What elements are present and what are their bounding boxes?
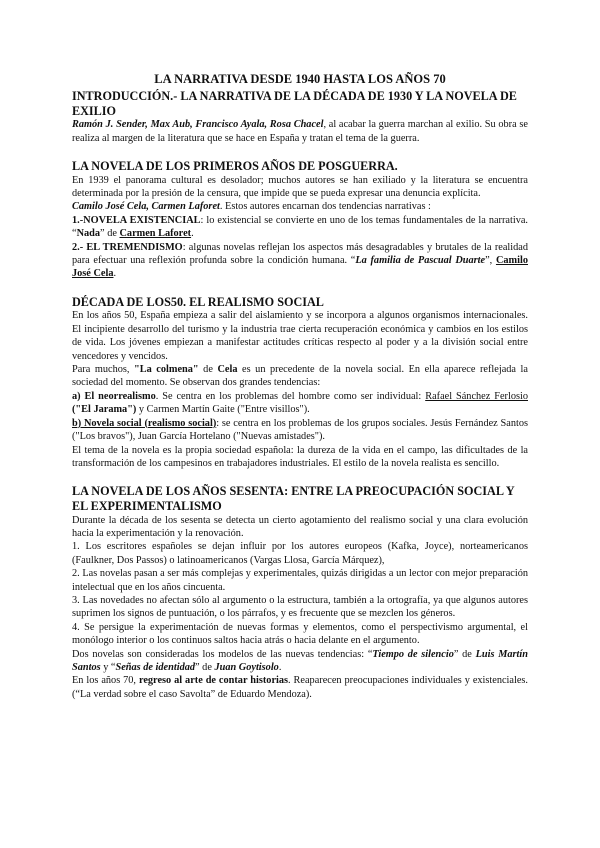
sesenta-models xyxy=(72,648,528,675)
cincuenta-paragraph-1: En los años 50, España empieza a salir del aislamiento y se incorpora a algunos organismos internacionales. El incipiente desarrollo del turismo y la industria trae cierta recuperación económica y cambios en los estilos de vida. Los jóvenes empiezan a manifestar actitudes críticas respecto al poder y a la división social entre vencedores y vencidos. xyxy=(72,310,528,362)
models-de-1: ” de xyxy=(453,648,476,660)
trend-2-text: : algunas novelas reflejan los aspectos más desagradables y brutales de la realidad para efectuar una reflexión profunda sobre la condición humana. “ xyxy=(72,241,529,267)
cincuenta-p2-a: Para muchos, xyxy=(72,364,135,376)
posguerra-p1-text: En 1939 el panorama cultural es desolador; muchos autores se han exiliado y la literatura se encuentra determinada por la presión de la censura, que impide que se pueda expresar una denuncia explícita. xyxy=(72,174,528,199)
realismo-social-item xyxy=(72,417,528,444)
cincuenta-heading: DÉCADA DE LOS50. EL REALISMO SOCIAL xyxy=(72,294,324,309)
martin-santos-author: Luis Martín Santos xyxy=(72,648,529,673)
trend-2-end: . xyxy=(113,268,117,280)
models-y: y “ xyxy=(100,661,116,673)
trend-2-label: 2.- EL TREMENDISMO xyxy=(72,241,183,253)
document-page xyxy=(72,72,528,701)
setenta-b: . Reaparecen preocupaciones individuales y existenciales. (“La verdad sobre el caso Savolta” de Eduardo Mendoza). xyxy=(72,675,528,700)
trend-1-text: : lo existencial se convierte en uno de los temas fundamentales de la narrativa. “ xyxy=(72,214,528,240)
setenta-bold: regreso al arte de contar historias xyxy=(138,675,289,687)
setenta-a: En los años 70, xyxy=(72,675,139,687)
sesenta-item-2: 2. Las novelas pasan a ser más complejas y experimentales, quizás dirigidas a un lector con mejor preparación intelectual que en los años cincuenta. xyxy=(72,568,528,593)
sesenta-item-3: 3. Las novedades no afectan sólo al argumento o la estructura, también a la ortografía, ya que algunos autores suprimen los signos de puntuación, o los párrafos, y es frecuente que se mezclen los géneros. xyxy=(72,594,528,620)
neorrealismo-end: y Carmen Martín Gaite ("Entre visillos"). xyxy=(136,404,310,416)
la-colmena-work: "La colmena" xyxy=(134,364,199,376)
posguerra-authors: Camilo José Cela, Carmen Laforet xyxy=(72,201,220,213)
cela-author: Cela xyxy=(217,364,238,376)
sesenta-heading: LA NOVELA DE LOS AÑOS SESENTA: ENTRE LA PREOCUPACIÓN SOCIAL Y EL EXPERIMENTALISMO xyxy=(72,484,515,513)
posguerra-heading: LA NOVELA DE LOS PRIMEROS AÑOS DE POSGUERRA. xyxy=(72,159,398,173)
sesenta-paragraph-1: Durante la década de los sesenta se detecta un cierto agotamiento del realismo social y una clara evolución hacia la experimentación y la renovación. xyxy=(72,514,528,539)
realismo-social-text: : se centra en los problemas de los grupos sociales. Jesús Fernández Santos ("Los bravos"), Juan García Hortelano ("Nuevas amistades"). xyxy=(72,417,528,443)
trend-1-label: 1.-NOVELA EXISTENCIAL xyxy=(72,214,201,226)
trend-1-work: Nada xyxy=(76,228,101,240)
neorrealismo-item xyxy=(72,390,528,417)
neorrealismo-label: a) El neorrealismo xyxy=(72,390,156,402)
intro-heading: INTRODUCCIÓN.- LA NARRATIVA DE LA DÉCADA DE 1930 Y LA NOVELA DE EXILIO xyxy=(72,89,517,118)
sesenta-item-4: 4. Se persigue la experimentación de nuevas formas y elementos, como el perspectivismo argumental, el monólogo interior o los continuos saltos hacia atrás o hacia delante en el argumento. xyxy=(72,621,528,647)
tiempo-de-silencio-work: Tiempo de silencio xyxy=(372,648,454,660)
trend-1-end: . xyxy=(191,228,194,240)
models-a: Dos novelas son consideradas los modelos de las nuevas tendencias: “ xyxy=(72,648,373,660)
neorrealismo-text: . Se centra en los problemas del hombre como ser individual: xyxy=(155,390,426,402)
models-end: . xyxy=(278,661,282,673)
posguerra-paragraph-1 xyxy=(72,174,528,214)
trend-1-de: ” de xyxy=(100,228,120,240)
senas-de-identidad-work: Señas de identidad xyxy=(115,661,196,673)
posguerra-trend-2 xyxy=(72,241,528,281)
trend-1-author: Carmen Laforet xyxy=(119,228,192,240)
sesenta-item-1: 1. Los escritores españoles se dejan influir por los autores europeos (Kafka, Joyce), norteamericanos (Faulkner, Dos Passos) o latinoamericanos (Vargas Llosa, García Márquez), xyxy=(72,541,528,566)
posguerra-trend-1 xyxy=(72,214,528,241)
document-title: LA NARRATIVA DESDE 1940 HASTA LOS AÑOS 70 xyxy=(154,72,446,86)
setenta-paragraph xyxy=(72,674,528,701)
intro-text: , al acabar la guerra marchan al exilio. Su obra se realiza al margen de la literatura que se hace en España y tratan el tema de la guerra. xyxy=(72,119,528,144)
intro-paragraph xyxy=(72,118,528,145)
cincuenta-p2-de: de xyxy=(198,364,218,376)
el-jarama-work: ("El Jarama") xyxy=(72,404,137,416)
trend-2-work: La familia de Pascual Duarte xyxy=(355,255,486,267)
cincuenta-paragraph-3: El tema de la novela es la propia sociedad española: la dureza de la vida en el campo, las dificultades de la transformación de los campesinos en trabajadores industriales. El estilo de la novela realista es sencillo. xyxy=(72,444,528,469)
models-de-2: ” de xyxy=(195,661,215,673)
trend-2-author: Camilo José Cela xyxy=(72,255,528,280)
ferlosio-author: Rafael Sánchez Ferlosio xyxy=(425,390,528,402)
goytisolo-author: Juan Goytisolo xyxy=(214,661,279,673)
cincuenta-paragraph-2 xyxy=(72,363,528,390)
intro-authors: Ramón J. Sender, Max Aub, Francisco Ayala, Rosa Chacel xyxy=(72,119,324,131)
trend-2-sep: ”, xyxy=(485,255,496,267)
realismo-social-label: b) Novela social (realismo social) xyxy=(72,417,217,429)
posguerra-authors-after: . Estos autores encarnan dos tendencias narrativas : xyxy=(219,201,431,213)
cincuenta-p2-b: es un precedente de la novela social. En ella aparece reflejada la sociedad del momento. Se observan dos grandes tendencias: xyxy=(72,364,528,389)
